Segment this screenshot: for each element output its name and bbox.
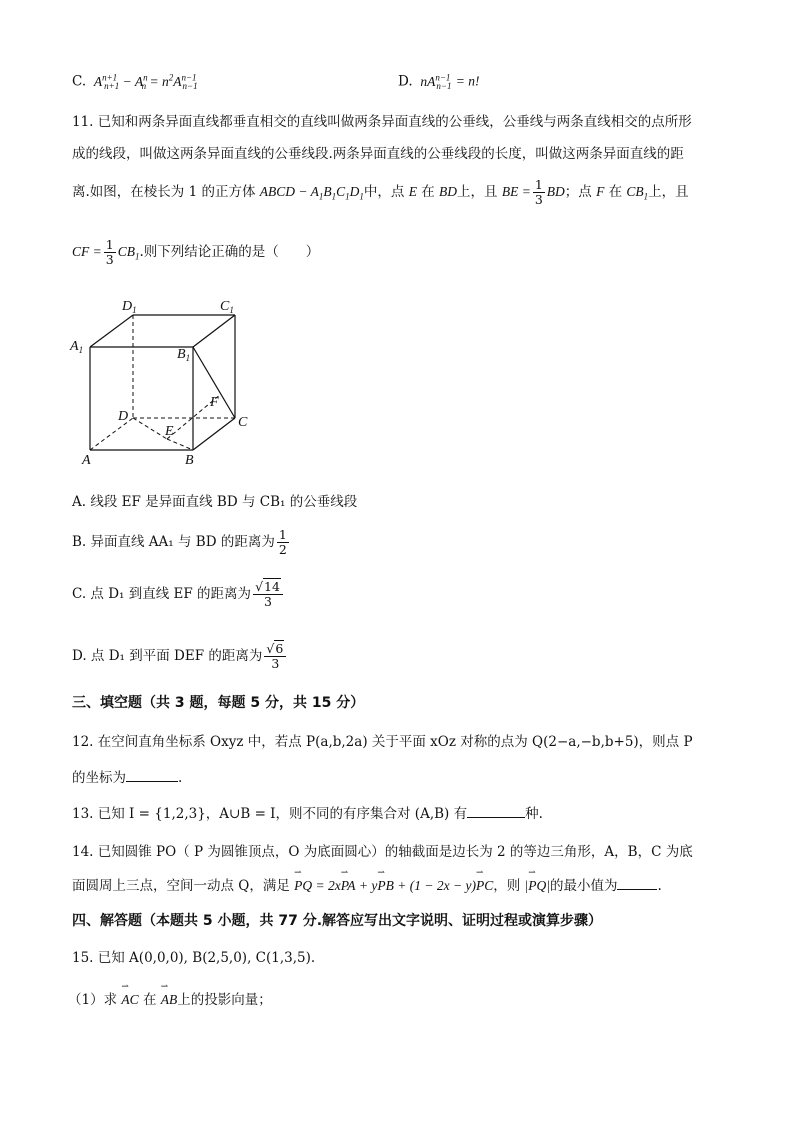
q15-line-1: 15. 已知 A(0,0,0), B(2,5,0), C(1,3,5). [72, 950, 316, 966]
q11-text-3b: 中，点 [363, 184, 405, 200]
q14-vector-equation: ⇀ PQ = 2x⇀ PA + y⇀ PB + (1 − 2x − y)⇀ PC [294, 878, 493, 893]
segment-bd-2: BD [546, 184, 565, 199]
q11-number: 11. [72, 114, 94, 130]
q11-option-a-text: A. 线段 EF 是异面直线 BD 与 CB₁ 的公垂线段 [72, 494, 358, 510]
q11-text-3g: 上，且 [648, 184, 689, 200]
q15-sub-1-mid: 在 [142, 992, 157, 1008]
cube-name: ABCD − $A_1B_1C_1D_1$ [259, 184, 364, 202]
label-b: B [185, 453, 194, 468]
label-a: A [82, 453, 91, 468]
q11-text-3d: 上，且 [457, 184, 498, 200]
q13-text: 13. 已知 I = {1,2,3}，A∪B = I，则不同的有序集合对 (A,B) 有 [72, 806, 468, 822]
edge-a1d1 [90, 315, 133, 347]
q10-option-d-label: D. [398, 73, 413, 90]
q14-abs-pq: |⇀ PQ| [525, 878, 550, 893]
edge-b1c1 [193, 315, 235, 347]
q15-sub-1 [68, 988, 272, 1008]
q10-option-d-tail: = n! [455, 73, 480, 89]
q11-text-2: 成的线段，叫做这两条异面直线的公垂线段.两条异面直线的公垂线段的长度，叫做这两条异面直线的距 [72, 146, 684, 162]
q13-answer-blank[interactable] [467, 804, 525, 818]
q10-option-d-formula: $nA^{n-1}_{n-1}$ [416, 72, 452, 92]
vector-ac: ⇀ AC [121, 992, 138, 1007]
q12-line-1: 12. 在空间直角坐标系 Oxyz 中，若点 P(a,b,2a) 关于平面 xOz 对称的点为 Q(2−a,−b,b+5)，则点 P [72, 734, 693, 750]
section-4-heading: 四、解答题（本题共 5 小题，共 77 分.解答应写出文字说明、证明过程或演算步骤） [72, 913, 603, 929]
segment-bd: BD [439, 184, 458, 199]
label-c1: $C_1$ [220, 299, 234, 315]
section-3-heading: 三、填空题（共 3 题，每题 5 分，共 15 分） [72, 695, 365, 711]
q11-option-b [72, 528, 291, 557]
q11-line-1 [72, 110, 692, 130]
q11-line-4 [72, 238, 319, 267]
q10-option-d [398, 72, 480, 91]
q11-option-d [72, 642, 288, 671]
q11-option-d-text: D. 点 D₁ 到平面 DEF 的距离为 [72, 648, 263, 664]
q11-text-3e: ；点 [564, 184, 592, 200]
q11-text-3a: 离.如图，在棱长为 1 的正方体 [72, 184, 256, 200]
q11-option-c-text: C. 点 D₁ 到直线 EF 的距离为 [72, 586, 252, 602]
segment-de [133, 418, 167, 439]
fraction-one-half: $\frac{1}{2}$ [278, 527, 287, 557]
edge-bc [193, 418, 235, 450]
q11-text-1: 已知和两条异面直线都垂直相交的直线叫做两条异面直线的公垂线，公垂线与两条直线相交的点所形 [97, 114, 692, 130]
cube-figure [60, 290, 270, 475]
q15-sub-1-post: 上的投影向量； [177, 992, 272, 1008]
label-f: F [210, 395, 219, 410]
q11-option-a [72, 490, 357, 510]
label-e: E [165, 424, 174, 439]
q14-line-1: 14. 已知圆锥 PO（ P 为圆锥顶点，O 为底面圆心）的轴截面是边长为 2 的等边三角形，A，B，C 为底 [72, 844, 693, 860]
label-c: C [238, 415, 248, 430]
segment-eb [167, 439, 193, 450]
q14-answer-blank[interactable] [617, 876, 657, 890]
be-eq: BE = [501, 184, 531, 199]
label-d: D [118, 409, 129, 424]
q11-text-4: .则下列结论正确的是（ ） [139, 244, 320, 260]
q10-option-c-label: C. [72, 73, 87, 90]
q11-text-3f: 在 [608, 184, 623, 200]
q13-tail: 种. [525, 806, 543, 822]
fraction-sqrt14-over-3: $\frac{√14}{3}$ [253, 580, 283, 609]
q11-line-3 [72, 178, 689, 207]
fraction-one-third: $\frac{1}{3}$ [534, 177, 543, 207]
q12-line-2-text: 的坐标为 [72, 770, 126, 786]
q10-option-c-formula: $A^{n+1}_{n+1} - A^n_n = n^2A^{n-1}_{n-1}$ [90, 72, 198, 92]
label-b1: $B_1$ [177, 347, 191, 363]
q14-line-2-tail: 的最小值为 [549, 878, 618, 894]
point-f: F [596, 184, 605, 199]
q11-option-b-text: B. 异面直线 AA₁ 与 BD 的距离为 [72, 534, 275, 550]
label-a1: $A_1$ [70, 339, 84, 355]
q11-line-2 [72, 142, 684, 162]
q11-option-c [72, 580, 285, 609]
fraction-sqrt6-over-3: $\frac{√6}{3}$ [264, 642, 286, 671]
q14-line-2: 面圆周上三点，空间一动点 Q，满足 ⇀ PQ = 2x⇀ PA + y⇀ PB + (1 − 2x − y)⇀ PC，则 |⇀ PQ|的最小值为 . [72, 874, 662, 894]
q10-option-c [72, 72, 198, 91]
fraction-one-third-2: $\frac{1}{3}$ [105, 237, 114, 267]
q12-line-2: 的坐标为 . [72, 770, 183, 786]
segment-cb1: $CB_1$ [626, 184, 649, 202]
q14-line-2-post: ，则 [493, 878, 521, 894]
q13-line [72, 802, 543, 822]
label-d1: $D_1$ [122, 299, 137, 315]
q14-line-2-pre: 面圆周上三点，空间一动点 Q，满足 [72, 878, 290, 894]
point-e: E [408, 184, 417, 199]
q15-sub-1-pre: （1）求 [68, 992, 118, 1008]
vector-ab: ⇀ AB [161, 992, 178, 1007]
segment-cb1-2: $CB_1$ [117, 244, 140, 262]
cf-eq: CF = [72, 244, 102, 259]
q11-text-3c: 在 [421, 184, 435, 200]
q12-answer-blank[interactable] [126, 768, 178, 782]
